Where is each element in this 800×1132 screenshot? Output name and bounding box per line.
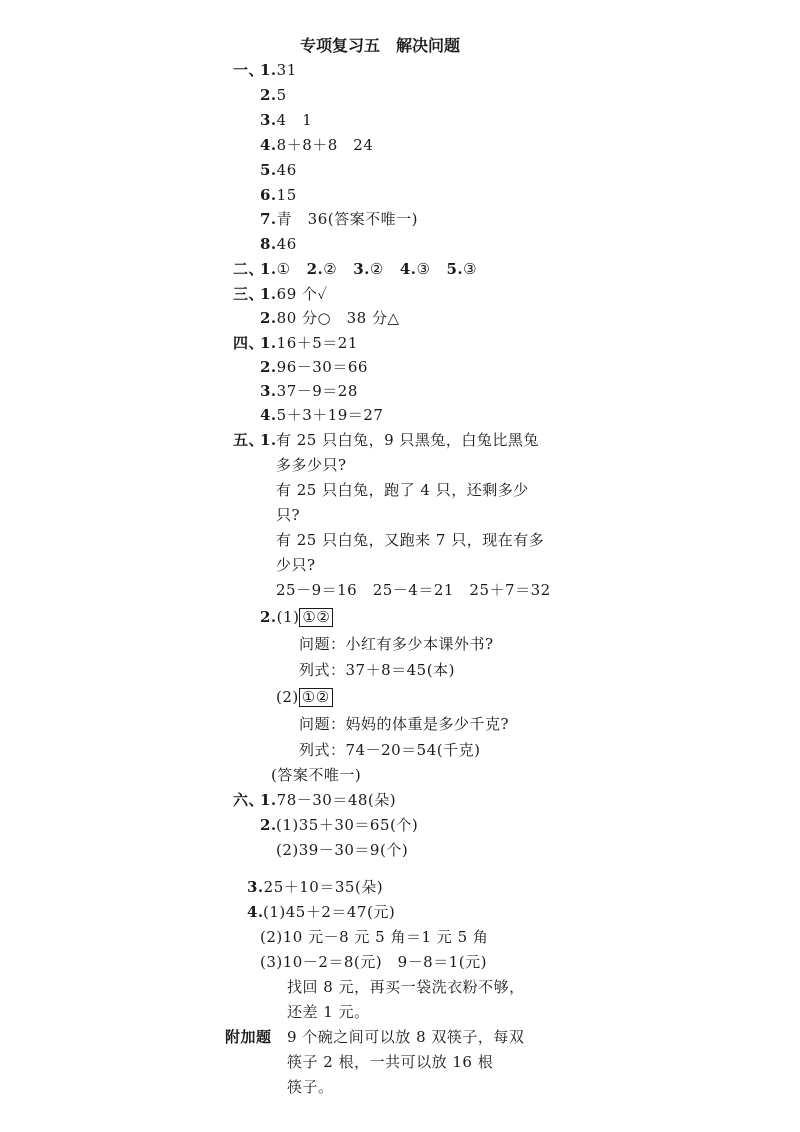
answer-line [260, 209, 418, 229]
answer-text: 问题：妈妈的体重是多少千克? [299, 715, 510, 733]
answer-text: 问题：小红有多少本课外书? [299, 635, 494, 653]
item-number: 3. [353, 260, 370, 278]
item-number: 2. [260, 86, 277, 104]
item-number: 1. [260, 61, 277, 79]
answer-text: ① [276, 260, 291, 278]
answer-text: ③ [416, 260, 431, 278]
answer-line [276, 687, 333, 707]
answer-line [260, 284, 328, 304]
answer-text: 46 [276, 161, 297, 179]
answer-line [260, 110, 312, 130]
answer-text: 还差 1 元。 [287, 1003, 370, 1021]
answer-text: 15 [276, 186, 297, 204]
answer-line [260, 333, 358, 353]
answer-text: 25＋10＝35(朵) [263, 878, 384, 896]
answer-line [260, 357, 368, 377]
answer-text: 69 个✓ [276, 285, 328, 303]
item-number: 3. [260, 111, 277, 129]
answer-text: 只? [276, 506, 301, 524]
answer-text: 找回 8 元，再买一袋洗衣粉不够， [287, 978, 525, 996]
item-number: 4. [260, 406, 277, 424]
answer-line [260, 185, 297, 205]
answer-line [260, 135, 373, 155]
section-6-label: 六、 [233, 791, 265, 809]
answer-line [260, 790, 396, 810]
answer-text: (1)45＋2＝47(元) [263, 903, 396, 921]
section-2-label: 二、 [233, 260, 265, 278]
part-label: (1) [276, 608, 300, 626]
item-number: 3. [247, 878, 264, 896]
item-number: 1. [260, 334, 277, 352]
answer-line [260, 234, 297, 254]
item-number: 4. [399, 260, 417, 278]
answer-text: 25－9＝16 25－4＝21 25＋7＝32 [276, 581, 551, 599]
answer-text: (1)35＋30＝65(个) [276, 816, 419, 834]
answer-line [260, 85, 287, 105]
answer-text: 青 36(答案不唯一) [276, 210, 418, 228]
answer-line [247, 877, 383, 897]
answer-line [260, 259, 477, 279]
answer-text: 96－30＝66 [276, 358, 368, 376]
item-number: 2. [260, 816, 277, 834]
bonus-label: 附加题 [225, 1028, 272, 1046]
item-number: 2. [306, 260, 324, 278]
answer-line [260, 308, 400, 328]
answer-line [260, 405, 383, 425]
item-number: 4. [247, 903, 264, 921]
answer-text: ② [369, 260, 384, 278]
answer-text: ③ [463, 260, 478, 278]
answer-text: (3)10－2＝8(元) 9－8＝1(元) [260, 953, 487, 971]
answer-text: 5＋3＋19＝27 [276, 406, 384, 424]
item-number: 2. [260, 608, 277, 626]
answer-line [260, 60, 297, 80]
answer-text: ② [323, 260, 338, 278]
section-5-label: 五、 [233, 431, 265, 449]
boxed-answer: ①② [299, 688, 333, 707]
item-number: 2. [260, 309, 277, 327]
answer-text: 筷子。 [287, 1078, 334, 1096]
answer-text: (2)39－30＝9(个) [276, 841, 409, 859]
item-number: 5. [260, 161, 277, 179]
answer-text: 37－9＝28 [276, 382, 358, 400]
answer-text: 16＋5＝21 [276, 334, 358, 352]
answer-text: 5 [276, 86, 287, 104]
item-number: 1. [260, 431, 277, 449]
item-number: 5. [446, 260, 464, 278]
answer-text: 8＋8＋8 24 [276, 136, 374, 154]
answer-text: 筷子 2 根，一共可以放 16 根 [287, 1053, 494, 1071]
item-number: 1. [260, 285, 277, 303]
answer-text: 有 25 只白兔，跑了 4 只，还剩多少 [276, 481, 529, 499]
item-number: 8. [260, 235, 277, 253]
answer-text: 4 1 [276, 111, 313, 129]
answer-text: 列式：74－20＝54(千克) [299, 741, 481, 759]
item-number: 6. [260, 186, 277, 204]
answer-line [260, 381, 358, 401]
item-number: 7. [260, 210, 277, 228]
answer-text: 46 [276, 235, 297, 253]
answer-text: 9 个碗之间可以放 8 双筷子，每双 [287, 1028, 525, 1046]
answer-text: 多多少只? [276, 456, 347, 474]
answer-text: 80 分○ 38 分△ [276, 309, 400, 327]
answer-text: 78－30＝48(朵) [276, 791, 397, 809]
section-3-label: 三、 [233, 285, 265, 303]
item-number: 1. [260, 260, 277, 278]
item-number: 2. [260, 358, 277, 376]
answer-text: 有 25 只白兔，又跑来 7 只，现在有多 [276, 531, 545, 549]
page-title: 专项复习五 解决问题 [300, 36, 461, 55]
answer-text: 31 [276, 61, 297, 79]
item-number: 3. [260, 382, 277, 400]
answer-line [260, 607, 333, 627]
section-4-label: 四、 [233, 334, 265, 352]
answer-text: 有 25 只白兔，9 只黑兔，白兔比黑兔 [276, 431, 539, 449]
answer-line [260, 160, 297, 180]
answer-note: (答案不唯一) [271, 766, 362, 784]
section-1-label: 一、 [233, 61, 265, 79]
answer-text: (2)10 元－8 元 5 角＝1 元 5 角 [260, 928, 489, 946]
part-label: (2) [276, 688, 299, 706]
answer-text: 列式：37＋8＝45(本) [299, 661, 455, 679]
item-number: 4. [260, 136, 277, 154]
boxed-answer: ①② [299, 608, 333, 627]
answer-text: 少只? [276, 556, 316, 574]
item-number: 1. [260, 791, 277, 809]
